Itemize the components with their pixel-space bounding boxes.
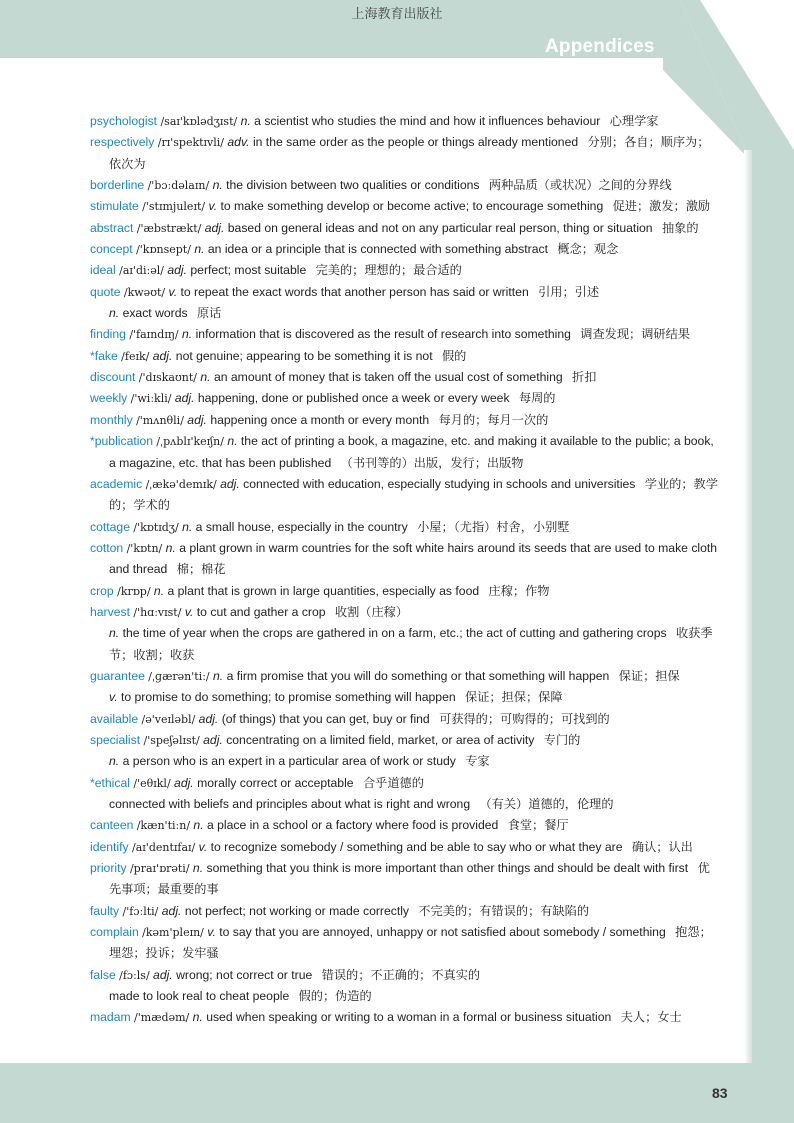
headword: discount bbox=[90, 370, 136, 385]
glossary-entry bbox=[90, 388, 720, 409]
definition: happening once a month or every month bbox=[210, 412, 430, 427]
headword: quote bbox=[90, 284, 121, 299]
phonetic: /'wiːkli/ bbox=[130, 392, 172, 406]
phonetic: /saɪ'kɒlədʒɪst/ bbox=[160, 115, 238, 128]
glossary-entry bbox=[90, 815, 720, 836]
page-shadow bbox=[744, 150, 752, 1063]
headword: *fake bbox=[90, 348, 118, 363]
translation: 不完美的；有错误的；有缺陷的 bbox=[418, 903, 590, 918]
headword: ideal bbox=[90, 263, 116, 278]
phonetic: /krɒp/ bbox=[117, 584, 151, 598]
translation: （书刊等的）出版，发行；出版物 bbox=[340, 455, 524, 470]
part-of-speech: n. bbox=[182, 327, 193, 342]
phonetic: /kæn'tiːn/ bbox=[136, 819, 191, 833]
glossary-entry bbox=[90, 709, 720, 730]
part-of-speech: adj. bbox=[203, 732, 223, 747]
glossary-entry bbox=[90, 581, 720, 602]
translation: 可获得的；可购得的；可找到的 bbox=[439, 711, 610, 726]
definition: in the same order as the people or things already mentioned bbox=[252, 135, 579, 150]
headword: madam bbox=[90, 1010, 131, 1025]
translation: 每月的；每月一次的 bbox=[438, 412, 549, 427]
phonetic: /ə'veɪləbl/ bbox=[141, 712, 196, 726]
part-of-speech: n. bbox=[194, 242, 205, 257]
translation: 假的；伪造的 bbox=[298, 989, 372, 1004]
definition: to promise to do something; to promise something will happen bbox=[120, 690, 456, 705]
part-of-speech: v. bbox=[168, 284, 178, 299]
phonetic: /'kɒnsept/ bbox=[136, 243, 191, 257]
glossary-entry bbox=[90, 901, 720, 922]
glossary-entry bbox=[90, 837, 720, 858]
headword: academic bbox=[90, 476, 143, 491]
translation: 原话 bbox=[196, 306, 222, 321]
phonetic: /'kɒtn/ bbox=[126, 541, 163, 555]
translation: 保证；担保；保障 bbox=[465, 690, 563, 705]
part-of-speech: n. bbox=[109, 626, 120, 641]
definition: the time of year when the crops are gathered in on a farm, etc.; the act of cutting and gathering crops bbox=[122, 626, 667, 641]
translation: 保证；担保 bbox=[618, 668, 680, 683]
glossary-entry bbox=[90, 602, 720, 623]
definition: exact words bbox=[122, 306, 188, 321]
definition: an amount of money that is taken off the usual cost of something bbox=[213, 370, 563, 385]
glossary-entry bbox=[90, 196, 720, 217]
glossary-entry bbox=[90, 858, 720, 901]
translation: 完美的；理想的；最合适的 bbox=[315, 263, 462, 278]
headword: guarantee bbox=[90, 668, 145, 683]
glossary-entry bbox=[90, 474, 720, 517]
definition: to repeat the exact words that another person has said or written bbox=[180, 284, 529, 299]
definition: happening, done or published once a week or every week bbox=[197, 391, 510, 406]
part-of-speech: n. bbox=[109, 306, 120, 321]
headword: concept bbox=[90, 242, 133, 257]
definition: a scientist who studies the mind and how it influences behaviour bbox=[254, 114, 601, 128]
definition: based on general ideas and not on any particular real person, thing or situation bbox=[227, 220, 653, 235]
part-of-speech: n. bbox=[165, 540, 176, 555]
part-of-speech: adj. bbox=[167, 263, 187, 278]
glossary-subsense bbox=[90, 687, 720, 708]
translation: 两种品质（或状况）之间的分界线 bbox=[488, 178, 672, 193]
part-of-speech: adj. bbox=[204, 220, 225, 235]
part-of-speech: v. bbox=[184, 604, 194, 619]
glossary-list bbox=[90, 111, 720, 1029]
part-of-speech: adj. bbox=[174, 391, 195, 406]
glossary-entry bbox=[90, 410, 720, 431]
glossary-entry bbox=[90, 239, 720, 260]
headword: harvest bbox=[90, 604, 130, 619]
translation: 庄稼；作物 bbox=[488, 583, 550, 598]
part-of-speech: adv. bbox=[227, 135, 250, 150]
definition: a place in a school or a factory where food is provided bbox=[206, 818, 499, 833]
part-of-speech: n. bbox=[200, 370, 211, 385]
phonetic: /'mʌnθli/ bbox=[136, 413, 184, 427]
headword: priority bbox=[90, 861, 127, 876]
phonetic: /'eθɪkl/ bbox=[133, 776, 171, 790]
headword: abstract bbox=[90, 220, 134, 235]
phonetic: /'æbstrækt/ bbox=[136, 221, 202, 235]
glossary-entry bbox=[90, 922, 720, 965]
glossary-entry bbox=[90, 1007, 720, 1028]
phonetic: /'bɔːdəlaɪn/ bbox=[147, 179, 210, 193]
glossary-entry bbox=[90, 730, 720, 751]
phonetic: /kwəʊt/ bbox=[123, 285, 166, 299]
translation: 引用；引述 bbox=[538, 284, 600, 299]
publisher-name: 上海教育出版社 bbox=[351, 7, 443, 22]
headword: *publication bbox=[90, 434, 154, 449]
phonetic: /kəm'pleɪn/ bbox=[142, 926, 204, 940]
headword: stimulate bbox=[90, 199, 139, 214]
phonetic: /'kɒtɪdʒ/ bbox=[133, 520, 179, 534]
translation: 错误的；不正确的；不真实的 bbox=[321, 967, 481, 982]
glossary-entry bbox=[90, 282, 720, 303]
translation: 学业的；教学的；学术的 bbox=[109, 476, 718, 513]
page-number: 83 bbox=[712, 1085, 728, 1101]
definition: a plant that is grown in large quantities, especially as food bbox=[167, 583, 480, 598]
translation: 确认；认出 bbox=[631, 839, 693, 854]
definition: morally correct or acceptable bbox=[197, 775, 354, 790]
glossary-entry bbox=[90, 175, 720, 196]
phonetic: /'mædəm/ bbox=[134, 1011, 190, 1025]
glossary-subsense bbox=[90, 986, 720, 1007]
definition: to say that you are annoyed, unhappy or not satisfied about somebody / something bbox=[219, 925, 666, 940]
definition: a small house, especially in the country bbox=[195, 519, 408, 534]
glossary-entry bbox=[90, 346, 720, 367]
definition: something that you think is more important than other things and should be dealt with first bbox=[206, 861, 689, 876]
headword: faulty bbox=[90, 903, 120, 918]
phonetic: /'fɔːlti/ bbox=[122, 904, 159, 918]
translation: 优先事项；最重要的事 bbox=[109, 861, 710, 897]
translation: 分别；各自；顺序为；依次为 bbox=[109, 135, 710, 171]
translation: 棉；棉花 bbox=[176, 562, 226, 577]
part-of-speech: v. bbox=[208, 199, 218, 214]
translation: 专门的 bbox=[543, 732, 581, 747]
translation: 促进；激发；激励 bbox=[612, 199, 711, 214]
part-of-speech: n. bbox=[213, 668, 224, 683]
phonetic: /ˌɡærən'tiː/ bbox=[148, 669, 210, 683]
translation: 专家 bbox=[465, 754, 490, 769]
translation: （有关）道德的，伦理的 bbox=[479, 797, 614, 811]
definition: connected with beliefs and principles about what is right and wrong bbox=[109, 797, 471, 811]
definition: information that is discovered as the result of research into something bbox=[195, 327, 571, 342]
translation: 假的 bbox=[441, 348, 467, 363]
headword: complain bbox=[90, 925, 139, 940]
phonetic: /feɪk/ bbox=[121, 349, 150, 363]
headword: specialist bbox=[90, 732, 141, 747]
part-of-speech: adj. bbox=[187, 412, 207, 427]
part-of-speech: n. bbox=[212, 178, 223, 193]
definition: the division between two qualities or conditions bbox=[226, 178, 480, 193]
glossary-entry bbox=[90, 260, 720, 281]
part-of-speech: n. bbox=[240, 114, 251, 128]
phonetic: /ˌpʌblɪ'keɪʃn/ bbox=[156, 435, 224, 449]
phonetic: /'speʃəlɪst/ bbox=[143, 733, 200, 747]
part-of-speech: v. bbox=[198, 839, 208, 854]
translation: 心理学家 bbox=[609, 114, 659, 128]
translation: 折扣 bbox=[572, 370, 597, 385]
definition: to cut and gather a crop bbox=[196, 604, 326, 619]
translation: 每周的 bbox=[518, 391, 556, 406]
phonetic: /praɪ'ɒrəti/ bbox=[129, 862, 190, 876]
glossary-entry bbox=[90, 111, 720, 132]
part-of-speech: n. bbox=[192, 1010, 203, 1025]
phonetic: /'dɪskaʊnt/ bbox=[138, 371, 197, 385]
glossary-entry bbox=[90, 517, 720, 538]
part-of-speech: adj. bbox=[153, 967, 173, 982]
glossary-entry bbox=[90, 965, 720, 986]
headword: weekly bbox=[90, 391, 128, 406]
glossary-subsense bbox=[90, 303, 720, 324]
glossary-entry bbox=[90, 666, 720, 687]
part-of-speech: n. bbox=[109, 754, 120, 769]
translation: 调查发现；调研结果 bbox=[580, 327, 690, 342]
phonetic: /aɪ'dentɪfaɪ/ bbox=[132, 840, 196, 854]
glossary-entry bbox=[90, 367, 720, 388]
part-of-speech: adj. bbox=[161, 903, 182, 918]
translation: 概念；观念 bbox=[557, 242, 619, 257]
phonetic: /'hɑːvɪst/ bbox=[133, 605, 182, 619]
definition: the act of printing a book, a magazine, etc. and making it available to the public; a book, a magazine, etc. that has been published bbox=[109, 434, 714, 470]
section-title: Appendices bbox=[545, 36, 655, 57]
definition: a firm promise that you will do something or that something will happen bbox=[226, 668, 610, 683]
translation: 小屋；（尤指）村舍，小别墅 bbox=[417, 519, 570, 534]
phonetic: /'faɪndɪŋ/ bbox=[129, 328, 179, 342]
headword: crop bbox=[90, 583, 114, 598]
part-of-speech: v. bbox=[207, 925, 216, 940]
headword: respectively bbox=[90, 135, 155, 150]
glossary-subsense bbox=[90, 751, 720, 772]
part-of-speech: adj. bbox=[220, 476, 240, 491]
headword: finding bbox=[90, 327, 126, 342]
translation: 收割（庄稼） bbox=[334, 604, 409, 619]
part-of-speech: v. bbox=[109, 690, 118, 705]
part-of-speech: adj. bbox=[198, 711, 219, 726]
headword: cotton bbox=[90, 540, 124, 555]
part-of-speech: n. bbox=[182, 519, 193, 534]
glossary-entry bbox=[90, 132, 720, 175]
glossary-subsense bbox=[90, 794, 720, 815]
glossary-entry bbox=[90, 324, 720, 345]
part-of-speech: adj. bbox=[152, 348, 173, 363]
phonetic: /fɔːls/ bbox=[119, 968, 150, 982]
part-of-speech: n. bbox=[193, 818, 204, 833]
part-of-speech: n. bbox=[153, 583, 165, 598]
definition: concentrating on a limited field, market, or area of activity bbox=[226, 732, 535, 747]
headword: monthly bbox=[90, 412, 133, 427]
definition: an idea or a principle that is connected with something abstract bbox=[207, 242, 548, 257]
phonetic: /aɪ'diːəl/ bbox=[119, 264, 164, 278]
definition: not perfect; not working or made correctly bbox=[184, 903, 410, 918]
definition: a plant grown in warm countries for the soft white hairs around its seeds that are used to make cloth and thread bbox=[109, 540, 718, 577]
translation: 合乎道德的 bbox=[362, 775, 424, 790]
headword: canteen bbox=[90, 818, 134, 833]
part-of-speech: adj. bbox=[174, 775, 194, 790]
definition: used when speaking or writing to a woman in a formal or business situation bbox=[206, 1010, 612, 1025]
definition: connected with education, especially studying in schools and universities bbox=[243, 476, 636, 491]
glossary-entry bbox=[90, 431, 720, 474]
headword: false bbox=[90, 967, 116, 982]
definition: to make something develop or become active; to encourage something bbox=[220, 199, 604, 214]
translation: 夫人；女士 bbox=[620, 1010, 682, 1025]
definition: not genuine; appearing to be something it is not bbox=[175, 348, 433, 363]
headword: psychologist bbox=[90, 114, 158, 128]
definition: wrong; not correct or true bbox=[176, 967, 313, 982]
glossary-entry bbox=[90, 538, 720, 581]
glossary-entry bbox=[90, 773, 720, 794]
definition: to recognize somebody / something and be able to say who or what they are bbox=[210, 839, 623, 854]
definition: (of things) that you can get, buy or find bbox=[221, 711, 430, 726]
headword: available bbox=[90, 711, 139, 726]
headword: cottage bbox=[90, 519, 130, 534]
translation: 食堂；餐厅 bbox=[507, 818, 569, 833]
translation: 抽象的 bbox=[661, 220, 699, 235]
headword: borderline bbox=[90, 178, 145, 193]
translation: 抱怨；埋怨；投诉；发牢骚 bbox=[109, 925, 712, 961]
headword: *ethical bbox=[90, 775, 130, 790]
headword: identify bbox=[90, 839, 129, 854]
part-of-speech: n. bbox=[227, 434, 238, 449]
translation: 收获季节；收割；收获 bbox=[109, 626, 713, 662]
definition: perfect; most suitable bbox=[190, 263, 307, 278]
phonetic: /'stɪmjuleɪt/ bbox=[142, 200, 206, 214]
glossary-entry bbox=[90, 218, 720, 239]
phonetic: /ˌækə'demɪk/ bbox=[145, 477, 217, 491]
glossary-subsense bbox=[90, 623, 720, 666]
definition: made to look real to cheat people bbox=[109, 989, 290, 1004]
definition: a person who is an expert in a particular area of work or study bbox=[122, 754, 456, 769]
part-of-speech: n. bbox=[192, 861, 204, 876]
phonetic: /rɪ'spektɪvli/ bbox=[157, 136, 225, 150]
